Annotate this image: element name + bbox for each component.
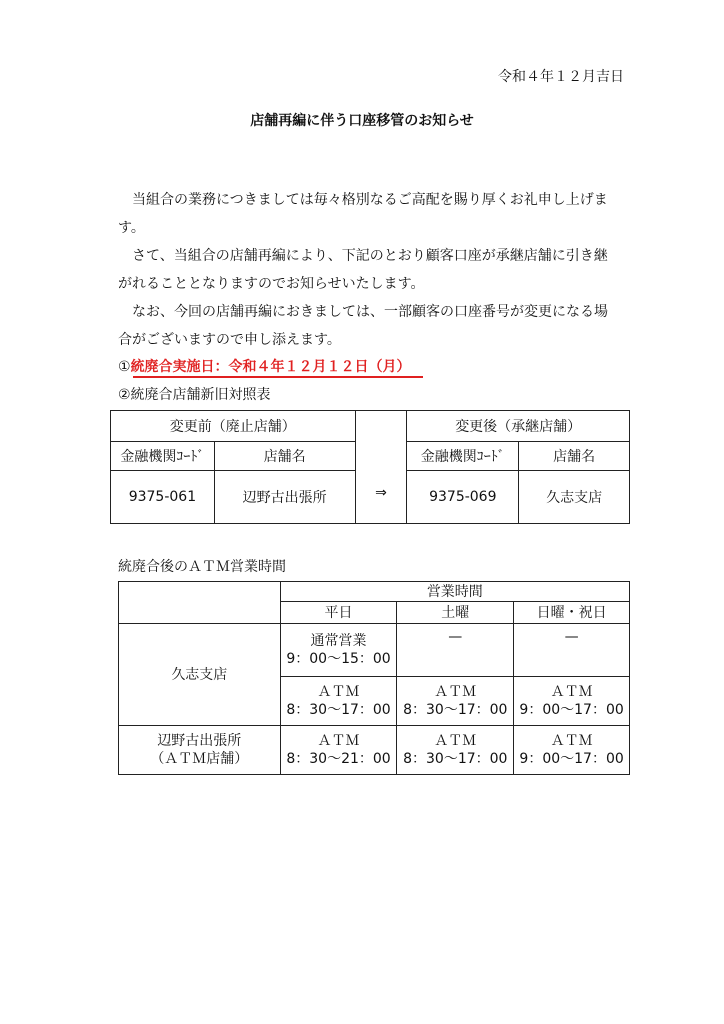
atm-saturday-cell <box>397 677 514 726</box>
col-header-code: 金融機関ｺｰﾄﾞ <box>111 442 215 471</box>
regular-sunday-cell <box>514 624 630 677</box>
after-code: 9375-069 <box>407 471 519 524</box>
regular-saturday-cell <box>397 624 514 677</box>
regular-label: 通常営業 <box>310 633 367 649</box>
regular-weekday-cell <box>280 624 397 677</box>
paragraph-line: す。 <box>118 220 145 236</box>
atm-sunday-cell <box>514 726 630 775</box>
atm-label: ＡＴＭ <box>550 684 593 700</box>
atm-weekday-cell <box>280 677 397 726</box>
empty-corner-cell <box>119 582 281 624</box>
branch-comparison-heading: ②統廃合店舗新旧対照表 <box>118 387 271 403</box>
arrow-icon: ⇒ <box>375 485 387 501</box>
col-header-name: 店舗名 <box>214 442 355 471</box>
document-date: 令和４年１２月吉日 <box>498 69 624 85</box>
atm-label: ＡＴＭ <box>317 733 360 749</box>
col-header-name: 店舗名 <box>519 442 630 471</box>
branch-name-henoko <box>119 726 281 775</box>
table-row <box>119 582 630 602</box>
col-header-saturday: 土曜 <box>397 602 514 624</box>
atm-hours: 9：00～17：00 <box>519 702 624 718</box>
col-header-sunday: 日曜・祝日 <box>514 602 630 624</box>
hours-header: 営業時間 <box>280 582 629 602</box>
merger-date-underline <box>133 376 423 378</box>
before-name: 辺野古出張所 <box>214 471 355 524</box>
arrow-cell <box>355 411 407 524</box>
atm-hours-heading: 統廃合後のＡＴＭ営業時間 <box>118 559 286 575</box>
item-number: ① <box>118 359 131 375</box>
paragraph-line: 当組合の業務につきましては毎々格別なるご高配を賜り厚くお礼申し上げま <box>132 192 608 208</box>
regular-hours: 9：00～15：00 <box>286 651 391 667</box>
atm-hours: 8：30～17：00 <box>403 751 508 767</box>
before-code: 9375-061 <box>111 471 215 524</box>
merger-date-item <box>118 356 411 376</box>
paragraph-notice <box>118 242 624 298</box>
atm-label: ＡＴＭ <box>550 733 593 749</box>
branch-name-line: 辺野古出張所 <box>157 733 242 749</box>
atm-hours: 8：30～17：00 <box>403 702 508 718</box>
atm-label: ＡＴＭ <box>317 684 360 700</box>
atm-hours: 9：00～17：00 <box>519 751 624 767</box>
dash-value: — <box>448 629 463 645</box>
table-row <box>119 726 630 775</box>
atm-label: ＡＴＭ <box>434 733 477 749</box>
atm-sunday-cell <box>514 677 630 726</box>
paragraph-line: さて、当組合の店舗再編により、下記のとおり顧客口座が承継店舗に引き継 <box>132 248 608 264</box>
atm-weekday-cell <box>280 726 397 775</box>
atm-saturday-cell <box>397 726 514 775</box>
before-header: 変更前（廃止店舗） <box>111 411 356 442</box>
col-header-code: 金融機関ｺｰﾄﾞ <box>407 442 519 471</box>
dash-value: — <box>564 629 579 645</box>
after-name: 久志支店 <box>519 471 630 524</box>
document-title: 店舗再編に伴う口座移管のお知らせ <box>250 113 474 129</box>
paragraph-account-change <box>118 298 624 354</box>
col-header-weekday: 平日 <box>280 602 397 624</box>
paragraph-greeting <box>118 186 624 242</box>
branch-comparison-table <box>110 410 630 524</box>
branch-name-line: （ＡＴＭ店舗） <box>150 751 249 767</box>
paragraph-line: 合がございますので申し添えます。 <box>118 332 341 348</box>
atm-hours: 8：30～21：00 <box>286 751 391 767</box>
branch-name-kushi: 久志支店 <box>119 624 281 726</box>
table-row <box>111 411 630 442</box>
merger-date-text: 統廃合実施日：令和４年１２月１２日（月） <box>130 359 411 375</box>
atm-hours-table <box>118 581 630 775</box>
paragraph-line: がれることとなりますのでお知らせいたします。 <box>118 276 425 292</box>
table-row <box>119 624 630 677</box>
paragraph-line: なお、今回の店舗再編におきましては、一部顧客の口座番号が変更になる場 <box>132 304 608 320</box>
atm-hours: 8：30～17：00 <box>286 702 391 718</box>
after-header: 変更後（承継店舗） <box>407 411 630 442</box>
atm-label: ＡＴＭ <box>434 684 477 700</box>
